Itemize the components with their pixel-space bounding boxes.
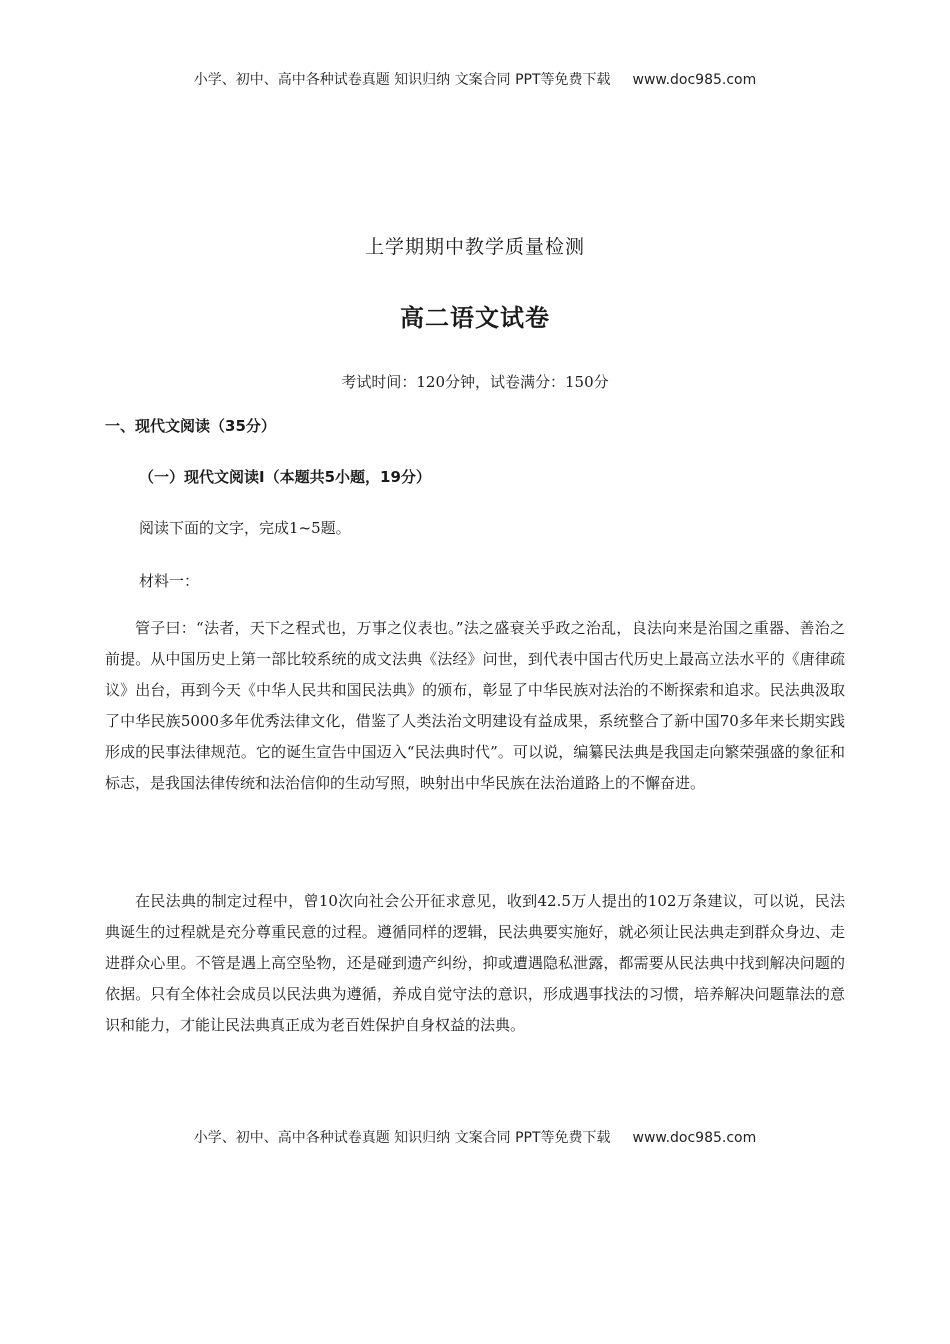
- footer-url[interactable]: www.doc985.com: [632, 1130, 757, 1146]
- header-url[interactable]: www.doc985.com: [632, 72, 757, 88]
- exam-subtitle: 上学期期中教学质量检测: [364, 236, 585, 258]
- footer-text: 小学、初中、高中各种试卷真题 知识归纳 文案合同 PPT等免费下载: [193, 1130, 611, 1146]
- exam-title: 高二语文试卷: [400, 304, 550, 332]
- page-footer: [0, 1127, 950, 1147]
- section-heading: 一、现代文阅读（35分）: [105, 417, 276, 435]
- material-label: 材料一：: [139, 572, 200, 590]
- subsection-heading: （一）现代文阅读Ⅰ（本题共5小题，19分）: [139, 468, 431, 486]
- paragraph-2: 在民法典的制定过程中，曾10次向社会公开征求意见，收到42.5万人提出的102万条建议，可以说，民法典诞生的过程就是充分尊重民意的过程。遵循同样的逻辑，民法典要实施好，就必须让民法典走到群众身边、走进群众心里。不管是遇上高空坠物，还是碰到遗产纠纷，抑或遭遇隐私泄露，都需要从民法典中找到解决问题的依据。只有全体社会成员以民法典为遵循，养成自觉守法的意识，形成遇事找法的习惯，培养解决问题靠法的意识和能力，才能让民法典真正成为老百姓保护自身权益的法典。: [105, 892, 845, 1034]
- exam-info: 考试时间：120分钟，试卷满分：150分: [341, 373, 609, 391]
- reading-instruction: 阅读下面的文字，完成1~5题。: [139, 519, 351, 537]
- paragraph-1: 管子曰：“法者，天下之程式也，万事之仪表也。”法之盛衰关乎政之治乱，良法向来是治国之重器、善治之前提。从中国历史上第一部比较系统的成文法典《法经》问世，到代表中国古代历史上最高立法水平的《唐律疏议》出台，再到今天《中华人民共和国民法典》的颁布，彰显了中华民族对法治的不断探索和追求。民法典汲取了中华民族5000多年优秀法律文化，借鉴了人类法治文明建设有益成果，系统整合了新中国70多年来长期实践形成的民事法律规范。它的诞生宣告中国迈入“民法典时代”。可以说，编纂民法典是我国走向繁荣强盛的象征和标志，是我国法律传统和法治信仰的生动写照，映射出中华民族在法治道路上的不懈奋进。: [105, 619, 845, 792]
- page-header: [0, 69, 950, 89]
- header-text: 小学、初中、高中各种试卷真题 知识归纳 文案合同 PPT等免费下载: [193, 72, 611, 88]
